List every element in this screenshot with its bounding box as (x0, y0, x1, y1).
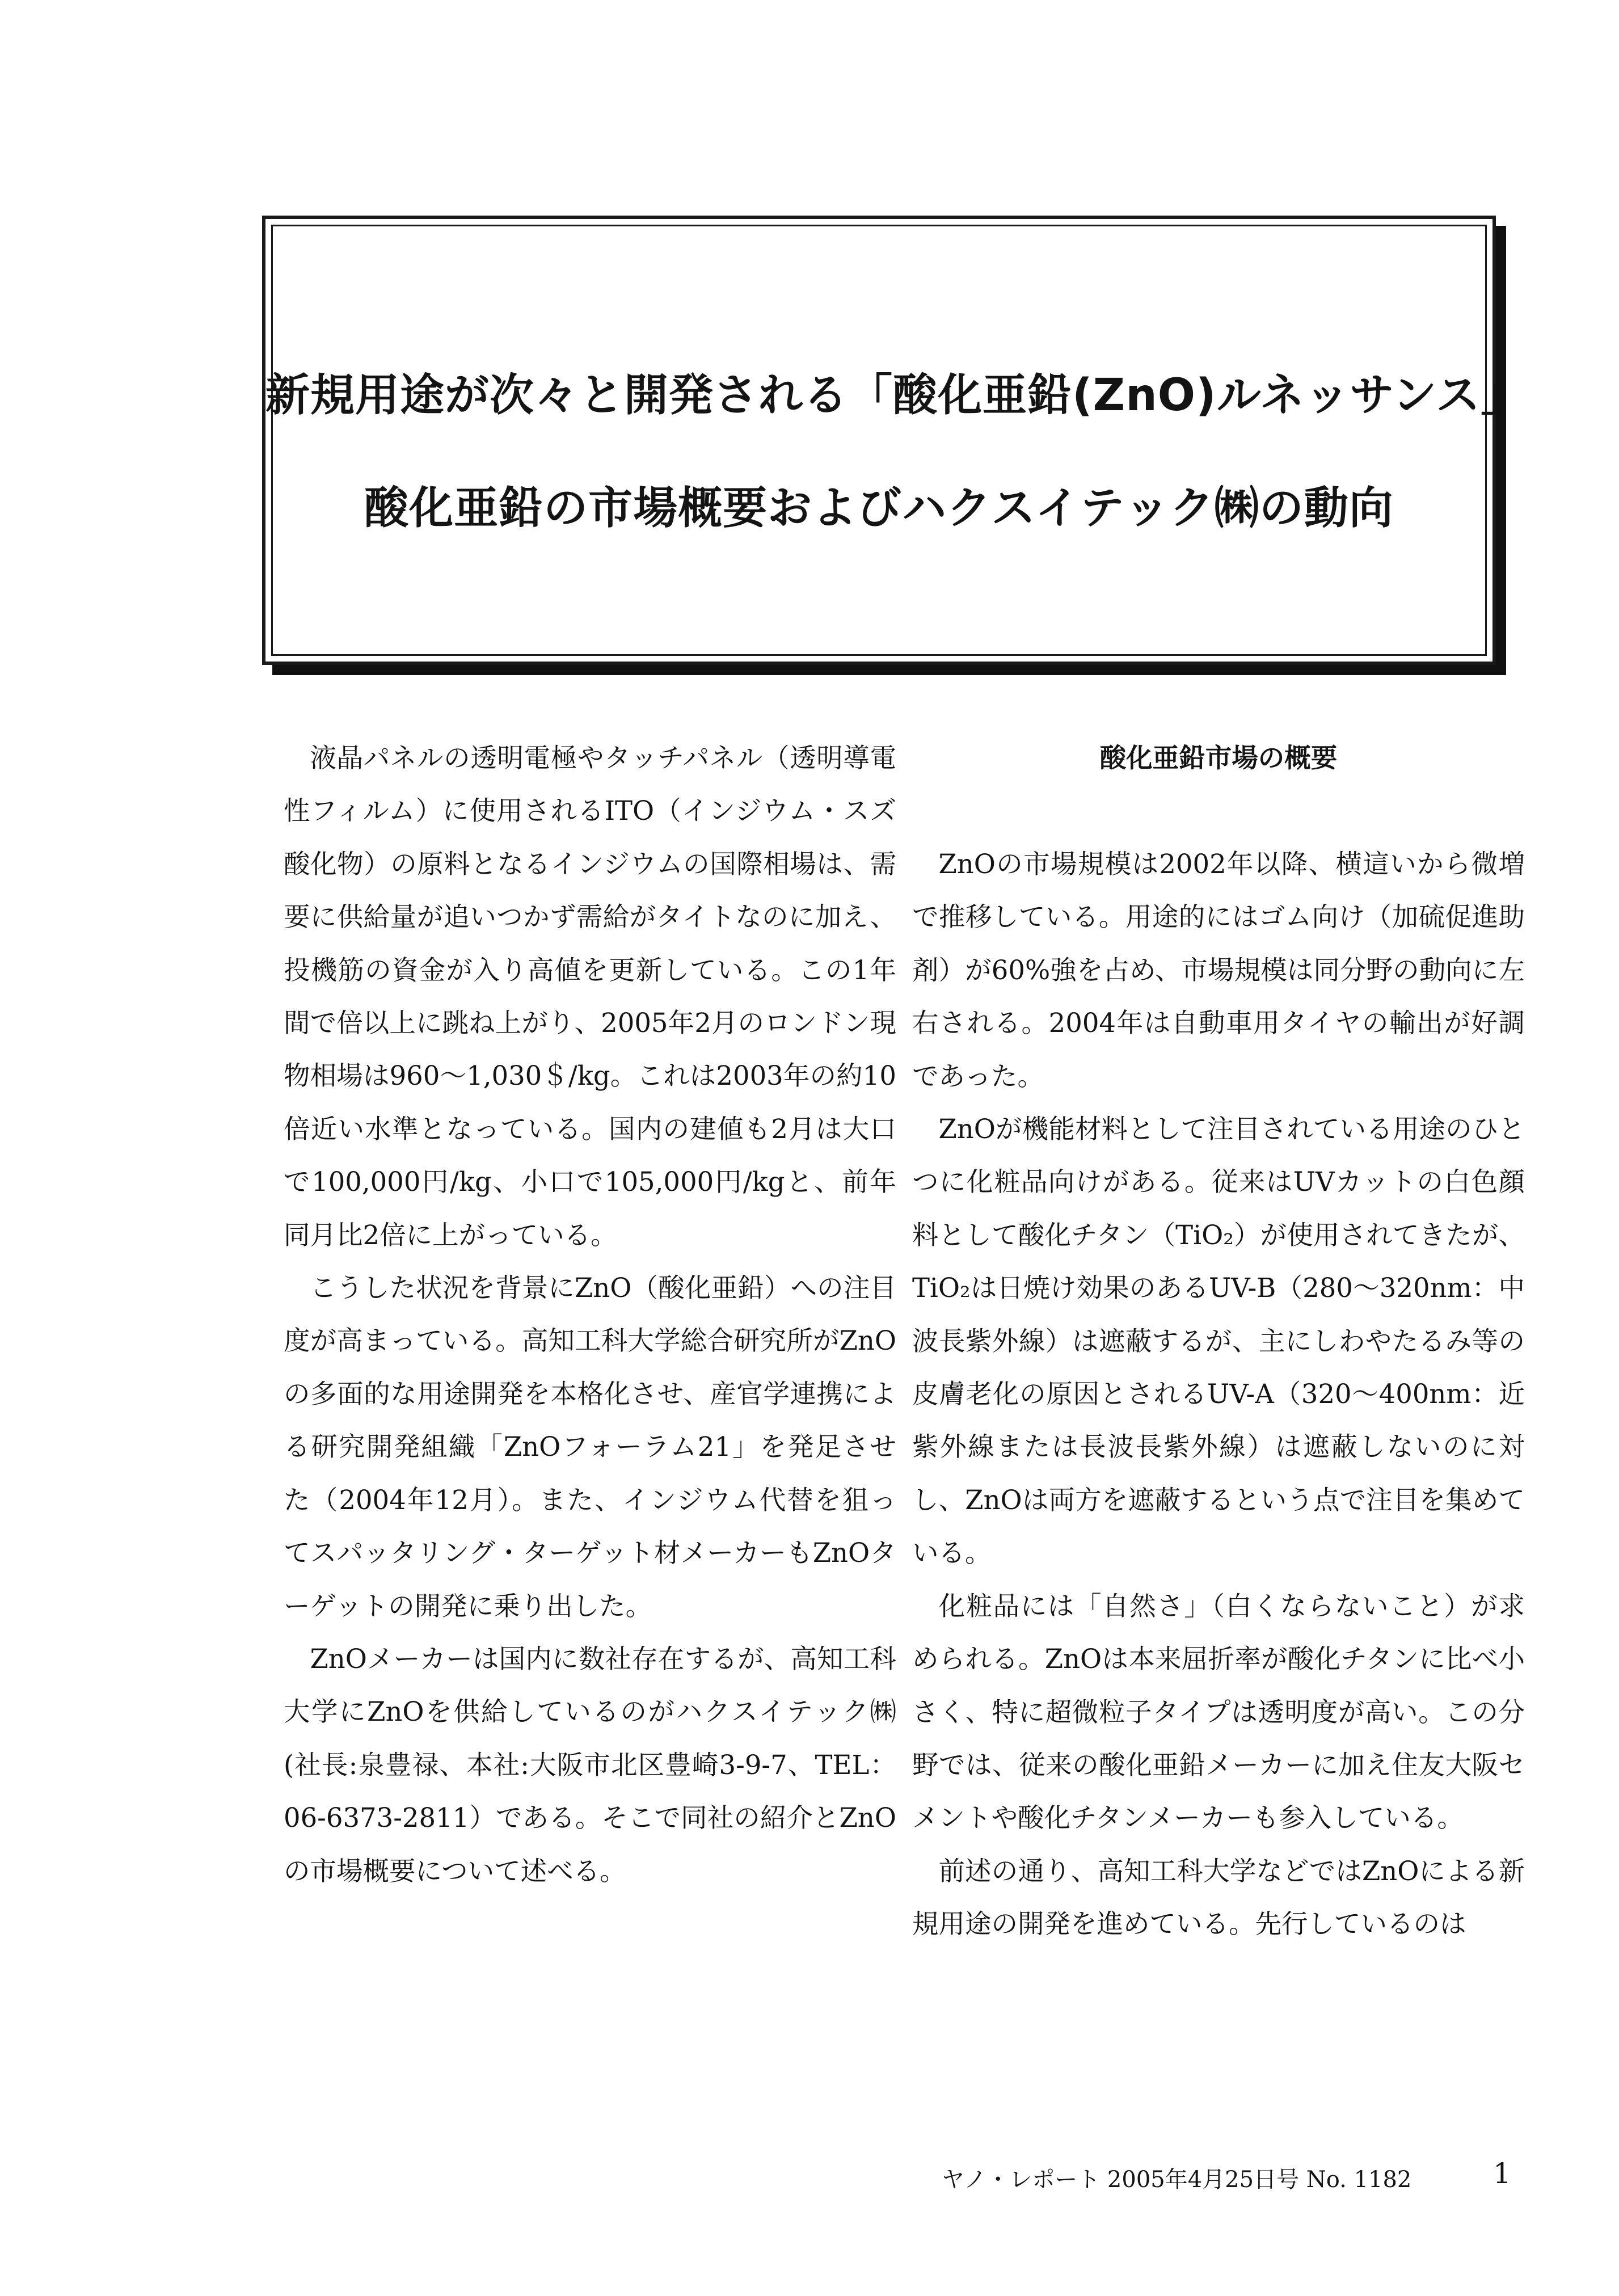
right-column (912, 732, 1525, 1951)
left-column (284, 732, 896, 1898)
left-paragraph-2: こうした状況を背景にZnO（酸化亜鉛）への注目度が高まっている。高知工科大学総合研究所がZnOの多面的な用途開発を本格化させ、産官学連携による研究開発組織「ZnOフォーラム21」を発足させた（2004年12月）。また、インジウム代替を狙ってスパッタリング・ターゲット材メーカーもZnOターゲットの開発に乗り出した。 (284, 1273, 896, 1621)
title-box (262, 216, 1526, 665)
article-title: 新規用途が次々と開発される「酸化亜鉛(ZnO)ルネッサンス」 (265, 370, 1526, 421)
article-subtitle: 酸化亜鉛の市場概要およびハクスイテック㈱の動向 (364, 483, 1394, 534)
left-paragraph-3: ZnOメーカーは国内に数社存在するが、高知工科大学にZnOを供給しているのがハクスイテック㈱(社長:泉豊禄、本社:大阪市北区豊崎3-9-7、TEL：06-6373-2811）である。そこで同社の紹介とZnOの市場概要について述べる。 (284, 1643, 896, 1886)
left-paragraph-1: 液晶パネルの透明電極やタッチパネル（透明導電性フィルム）に使用されるITO（インジウム・スズ酸化物）の原料となるインジウムの国際相場は、需要に供給量が追いつかず需給がタイトなのに加え、投機筋の資金が入り高値を更新している。この1年間で倍以上に跳ね上がり、2005年2月のロンドン現物相場は960～1,030＄/kg。これは2003年の約10倍近い水準となっている。国内の建値も2月は大口で100,000円/kg、小口で105,000円/kgと、前年同月比2倍に上がっている。 (284, 743, 896, 1250)
right-paragraph-3: 化粧品には「自然さ」（白くならないこと）が求められる。ZnOは本来屈折率が酸化チタンに比べ小さく、特に超微粒子タイプは透明度が高い。この分野では、従来の酸化亜鉛メーカーに加え住友大阪セメントや酸化チタンメーカーも参入している。 (912, 1590, 1525, 1834)
right-paragraph-2: ZnOが機能材料として注目されている用途のひとつに化粧品向けがある。従来はUVカットの白色顔料として酸化チタン（TiO₂）が使用されてきたが、TiO₂は日焼け効果のあるUV-B（280～320nm：中波長紫外線）は遮蔽するが、主にしわやたるみ等の皮膚老化の原因とされるUV-A（320～400nm：近紫外線または長波長紫外線）は遮蔽しないのに対し、ZnOは両方を遮蔽するという点で注目を集めている。 (912, 1114, 1525, 1569)
publication-footer: ヤノ・レポート 2005年4月25日号 No. 1182 (942, 2167, 1412, 2193)
page-number: 1 (1493, 2157, 1511, 2190)
right-paragraph-1: ZnOの市場規模は2002年以降、横這いから微増で推移している。用途的にはゴム向け（加硫促進助剤）が60%強を占め、市場規模は同分野の動向に左右される。2004年は自動車用タイヤの輸出が好調であった。 (912, 849, 1525, 1092)
section-heading: 酸化亜鉛市場の概要 (1099, 743, 1338, 773)
right-paragraph-4: 前述の通り、高知工科大学などではZnOによる新規用途の開発を進めている。先行しているのは (912, 1855, 1525, 1940)
